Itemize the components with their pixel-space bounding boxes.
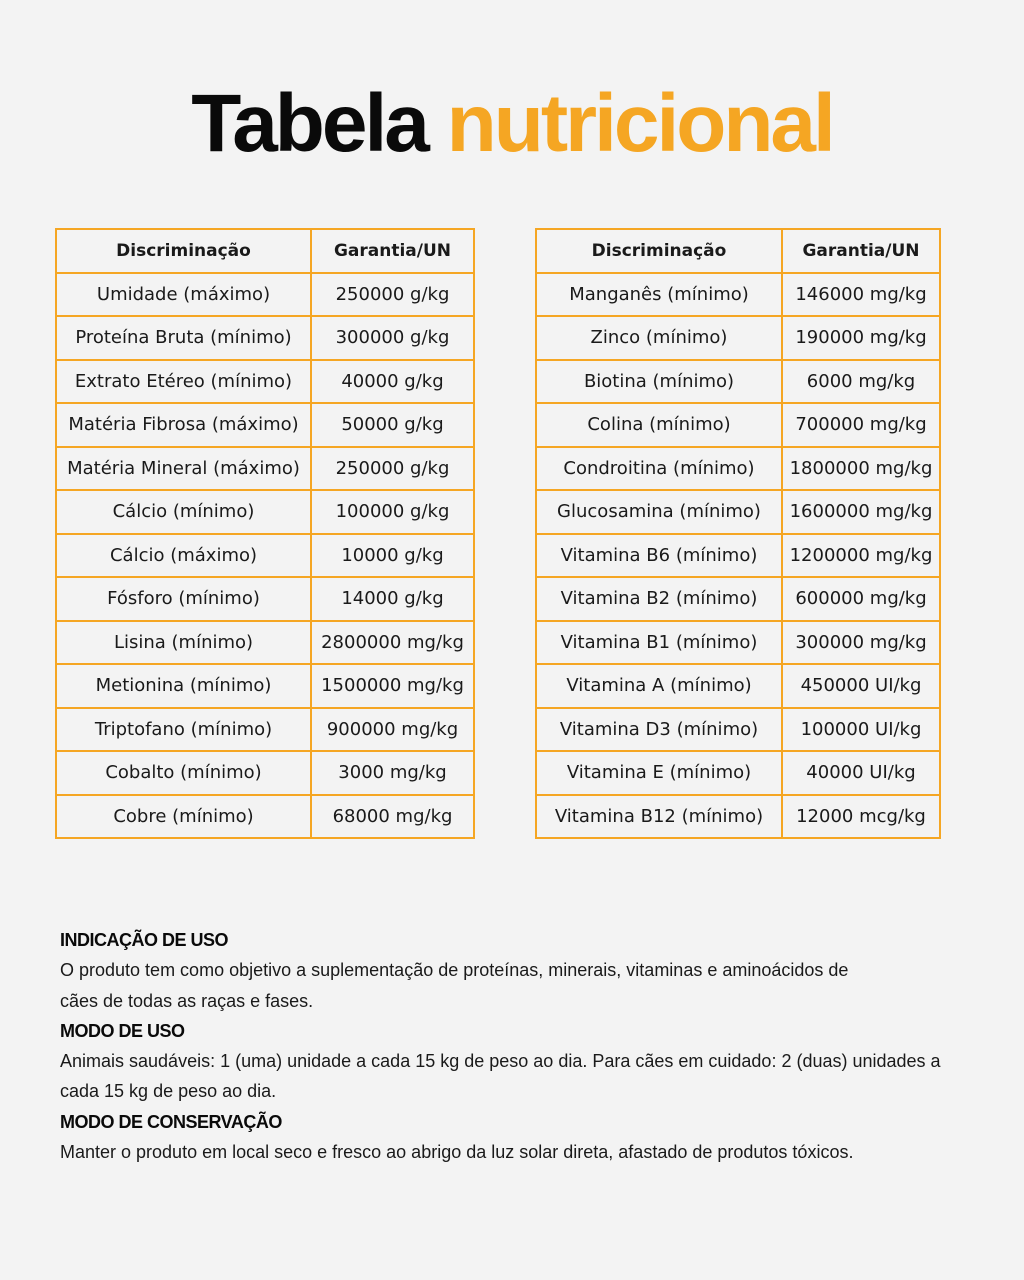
nutrient-name-cell: Cálcio (mínimo)	[56, 490, 311, 534]
title-part-2: nutricional	[446, 78, 833, 169]
table-row	[56, 621, 474, 665]
table-row	[536, 795, 940, 839]
table-row	[536, 403, 940, 447]
table-row	[56, 403, 474, 447]
guarantee-value-cell: 300000 g/kg	[311, 316, 474, 360]
nutrient-name-cell: Cobalto (mínimo)	[56, 751, 311, 795]
guarantee-value-cell: 40000 UI/kg	[782, 751, 940, 795]
guarantee-value-cell: 300000 mg/kg	[782, 621, 940, 665]
section-text-line: O produto tem como objetivo a suplementação de proteínas, minerais, vitaminas e aminoácidos de	[60, 960, 849, 981]
nutrient-name-cell: Vitamina E (mínimo)	[536, 751, 782, 795]
guarantee-value-cell: 1800000 mg/kg	[782, 447, 940, 491]
table-row	[536, 621, 940, 665]
table-row	[536, 490, 940, 534]
table-row	[56, 795, 474, 839]
page-title	[0, 78, 1024, 170]
guarantee-value-cell: 3000 mg/kg	[311, 751, 474, 795]
section-heading-conservacao: MODO DE CONSERVAÇÃO	[60, 1111, 282, 1132]
nutrition-table-right	[535, 228, 941, 839]
nutrient-name-cell: Biotina (mínimo)	[536, 360, 782, 404]
table-row	[56, 664, 474, 708]
nutrient-name-cell: Fósforo (mínimo)	[56, 577, 311, 621]
nutrient-name-cell: Manganês (mínimo)	[536, 273, 782, 317]
section-text-line: cada 15 kg de peso ao dia.	[60, 1081, 277, 1102]
nutrient-name-cell: Matéria Fibrosa (máximo)	[56, 403, 311, 447]
nutrition-table-left	[55, 228, 475, 839]
section-heading-indicacao: INDICAÇÃO DE USO	[60, 930, 229, 950]
table-row	[56, 708, 474, 752]
table-row	[536, 360, 940, 404]
guarantee-value-cell: 10000 g/kg	[311, 534, 474, 578]
table-header-row	[56, 229, 474, 273]
nutrient-name-cell: Condroitina (mínimo)	[536, 447, 782, 491]
guarantee-value-cell: 50000 g/kg	[311, 403, 474, 447]
guarantee-value-cell: 2800000 mg/kg	[311, 621, 474, 665]
guarantee-value-cell: 1200000 mg/kg	[782, 534, 940, 578]
nutrient-name-cell: Colina (mínimo)	[536, 403, 782, 447]
nutrient-name-cell: Triptofano (mínimo)	[56, 708, 311, 752]
guarantee-value-cell: 900000 mg/kg	[311, 708, 474, 752]
usage-info	[60, 925, 980, 1167]
nutrient-name-cell: Cálcio (máximo)	[56, 534, 311, 578]
table-row	[56, 316, 474, 360]
guarantee-value-cell: 450000 UI/kg	[782, 664, 940, 708]
nutrient-name-cell: Extrato Etéreo (mínimo)	[56, 360, 311, 404]
table-row	[536, 316, 940, 360]
nutrient-name-cell: Matéria Mineral (máximo)	[56, 447, 311, 491]
table-row	[56, 490, 474, 534]
guarantee-value-cell: 14000 g/kg	[311, 577, 474, 621]
guarantee-value-cell: 12000 mcg/kg	[782, 795, 940, 839]
nutrient-name-cell: Metionina (mínimo)	[56, 664, 311, 708]
nutrient-name-cell: Proteína Bruta (mínimo)	[56, 316, 311, 360]
guarantee-value-cell: 1600000 mg/kg	[782, 490, 940, 534]
table-row	[536, 708, 940, 752]
section-text-line: Manter o produto em local seco e fresco ao abrigo da luz solar direta, afastado de produtos tóxicos.	[60, 1142, 854, 1163]
table-row	[536, 447, 940, 491]
nutrient-name-cell: Cobre (mínimo)	[56, 795, 311, 839]
guarantee-value-cell: 190000 mg/kg	[782, 316, 940, 360]
column-header-discriminacao: Discriminação	[56, 229, 311, 273]
section-text-line: Animais saudáveis: 1 (uma) unidade a cada 15 kg de peso ao dia. Para cães em cuidado: 2 (duas) unidades a	[60, 1051, 941, 1072]
guarantee-value-cell: 6000 mg/kg	[782, 360, 940, 404]
guarantee-value-cell: 250000 g/kg	[311, 273, 474, 317]
table-row	[56, 577, 474, 621]
nutrient-name-cell: Zinco (mínimo)	[536, 316, 782, 360]
table-row	[56, 447, 474, 491]
nutrient-name-cell: Vitamina B12 (mínimo)	[536, 795, 782, 839]
table-row	[56, 360, 474, 404]
nutrient-name-cell: Umidade (máximo)	[56, 273, 311, 317]
table-row	[536, 273, 940, 317]
table-header-row	[536, 229, 940, 273]
table-row	[536, 577, 940, 621]
nutrient-name-cell: Vitamina D3 (mínimo)	[536, 708, 782, 752]
nutrient-name-cell: Lisina (mínimo)	[56, 621, 311, 665]
section-heading-modo-de-uso: MODO DE USO	[60, 1020, 185, 1041]
table-row	[56, 534, 474, 578]
guarantee-value-cell: 100000 g/kg	[311, 490, 474, 534]
guarantee-value-cell: 40000 g/kg	[311, 360, 474, 404]
guarantee-value-cell: 600000 mg/kg	[782, 577, 940, 621]
nutrient-name-cell: Vitamina A (mínimo)	[536, 664, 782, 708]
nutrient-name-cell: Vitamina B2 (mínimo)	[536, 577, 782, 621]
nutrient-name-cell: Glucosamina (mínimo)	[536, 490, 782, 534]
section-text-line: cães de todas as raças e fases.	[60, 990, 314, 1011]
table-row	[536, 534, 940, 578]
column-header-garantia: Garantia/UN	[782, 229, 940, 273]
table-row	[56, 273, 474, 317]
guarantee-value-cell: 146000 mg/kg	[782, 273, 940, 317]
title-part-1: Tabela	[191, 78, 427, 169]
guarantee-value-cell: 100000 UI/kg	[782, 708, 940, 752]
guarantee-value-cell: 700000 mg/kg	[782, 403, 940, 447]
table-row	[56, 751, 474, 795]
table-row	[536, 751, 940, 795]
nutrient-name-cell: Vitamina B1 (mínimo)	[536, 621, 782, 665]
nutrient-name-cell: Vitamina B6 (mínimo)	[536, 534, 782, 578]
column-header-discriminacao: Discriminação	[536, 229, 782, 273]
guarantee-value-cell: 1500000 mg/kg	[311, 664, 474, 708]
table-row	[536, 664, 940, 708]
guarantee-value-cell: 250000 g/kg	[311, 447, 474, 491]
column-header-garantia: Garantia/UN	[311, 229, 474, 273]
guarantee-value-cell: 68000 mg/kg	[311, 795, 474, 839]
